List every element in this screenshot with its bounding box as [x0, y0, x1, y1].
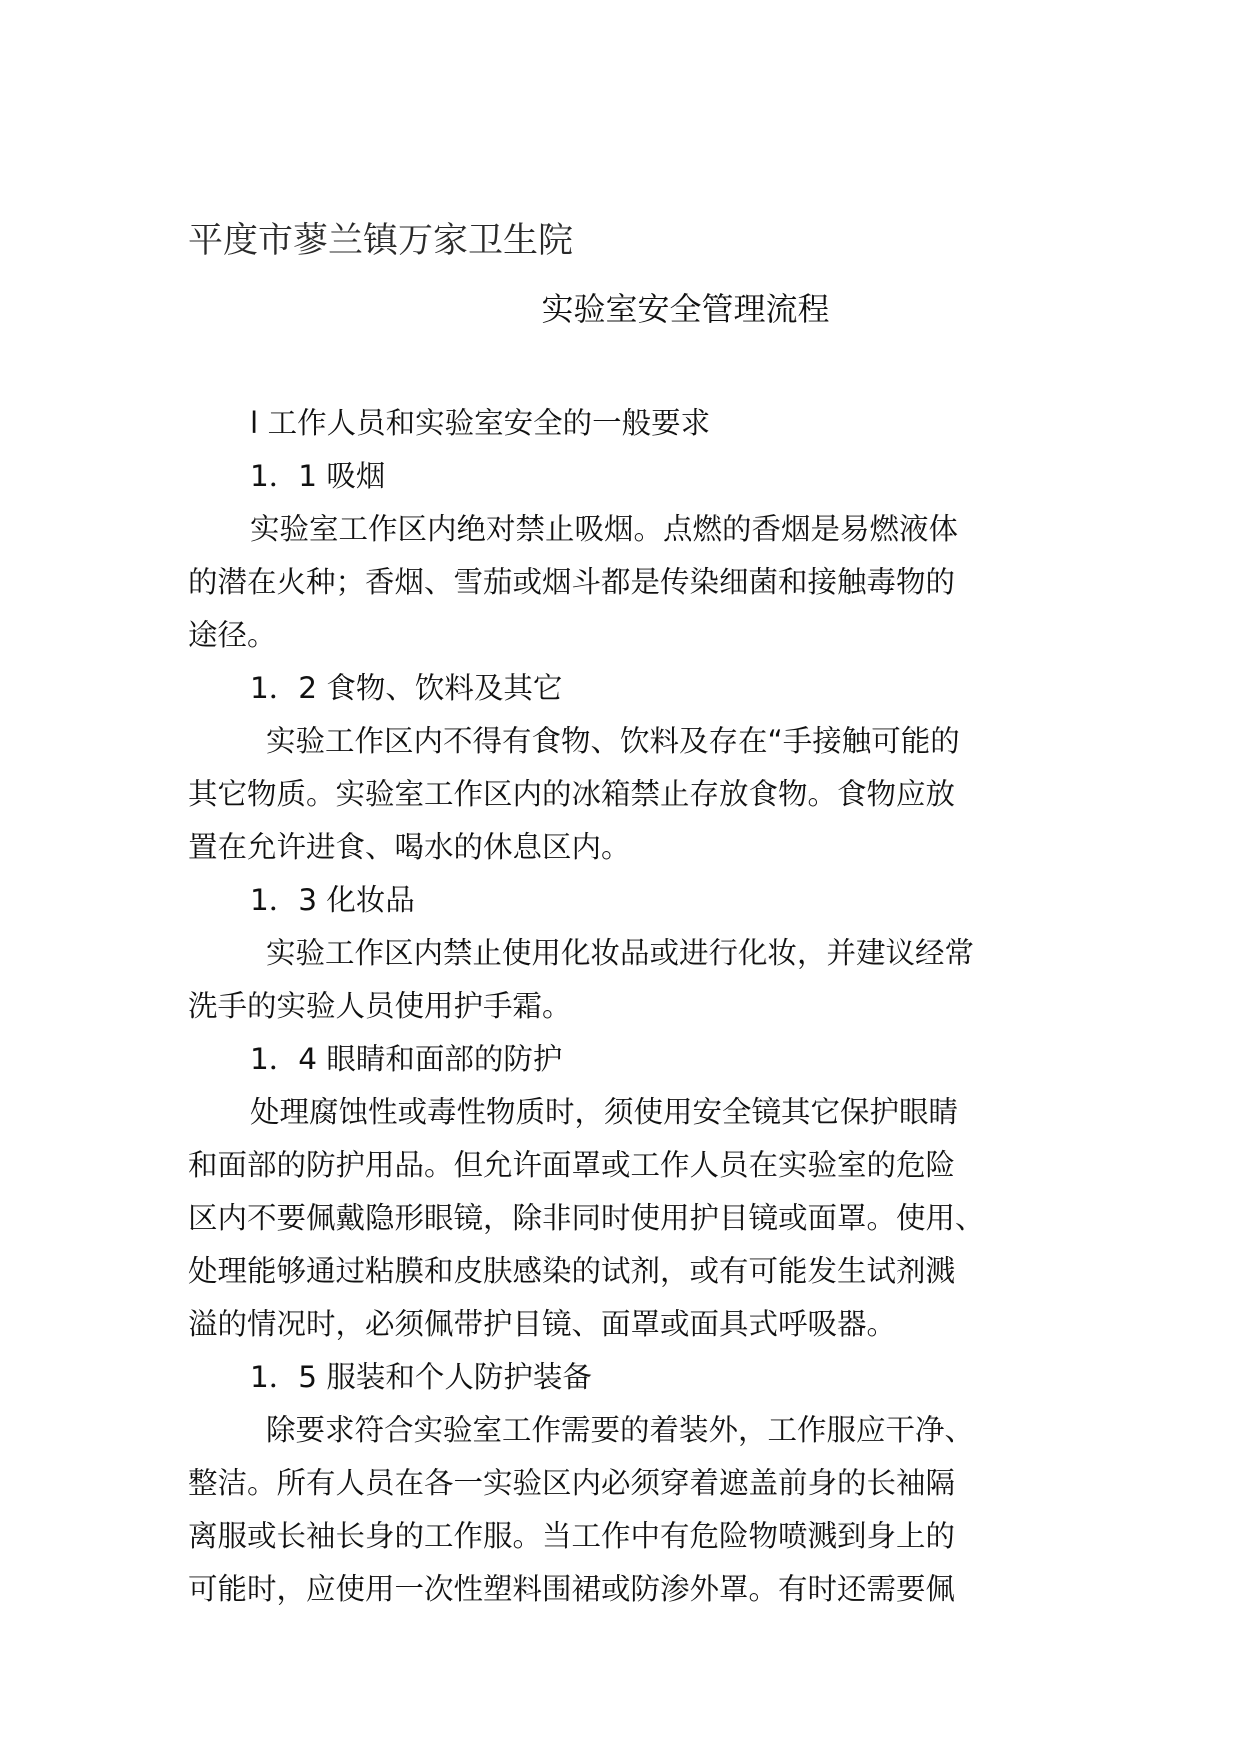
- subsection-heading-1-1: 1．1 吸烟: [250, 459, 386, 493]
- paragraph-line: 溢的情况时，必须佩带护目镜、面罩或面具式呼吸器。: [188, 1307, 897, 1341]
- document-body: [188, 397, 1064, 1616]
- paragraph-line: 区内不要佩戴隐形眼镜，除非同时使用护目镜或面罩。使用、: [188, 1201, 985, 1235]
- paragraph-line: 和面部的防护用品。但允许面罩或工作人员在实验室的危险: [188, 1148, 956, 1182]
- paragraph-line: 置在允许进食、喝水的休息区内。: [188, 830, 631, 864]
- paragraph-line: 实验室工作区内绝对禁止吸烟。点燃的香烟是易燃液体: [250, 512, 959, 546]
- section-heading: l 工作人员和实验室安全的一般要求: [250, 406, 711, 440]
- paragraph-line: 途径。: [188, 618, 277, 652]
- subsection-heading-1-5: 1．5 服装和个人防护装备: [250, 1360, 592, 1394]
- document-title: 实验室安全管理流程: [541, 290, 830, 328]
- paragraph-line: 实验工作区内不得有食物、饮料及存在“手接触可能的: [266, 724, 960, 758]
- paragraph-line: 整洁。所有人员在各一实验区内必须穿着遮盖前身的长袖隔: [188, 1466, 956, 1500]
- paragraph-line: 的潜在火种；香烟、雪茄或烟斗都是传染细菌和接触毒物的: [188, 565, 956, 599]
- paragraph-line: 可能时，应使用一次性塑料围裙或防渗外罩。有时还需要佩: [188, 1572, 956, 1606]
- paragraph-line: 实验工作区内禁止使用化妆品或进行化妆，并建议经常: [266, 936, 975, 970]
- paragraph-line: 离服或长袖长身的工作服。当工作中有危险物喷溅到身上的: [188, 1519, 956, 1553]
- paragraph-line: 洗手的实验人员使用护手霜。: [188, 989, 572, 1023]
- paragraph-line: 除要求符合实验室工作需要的着装外，工作服应干净、: [266, 1413, 975, 1447]
- organization-name: 平度市蓼兰镇万家卫生院: [188, 221, 574, 261]
- paragraph-line: 处理能够通过粘膜和皮肤感染的试剂，或有可能发生试剂溅: [188, 1254, 956, 1288]
- subsection-heading-1-4: 1．4 眼睛和面部的防护: [250, 1042, 563, 1076]
- paragraph-line: 处理腐蚀性或毒性物质时，须使用安全镜其它保护眼睛: [250, 1095, 959, 1129]
- subsection-heading-1-3: 1．3 化妆品: [250, 883, 415, 917]
- subsection-heading-1-2: 1．2 食物、饮料及其它: [250, 671, 563, 705]
- paragraph-line: 其它物质。实验室工作区内的冰箱禁止存放食物。食物应放: [188, 777, 956, 811]
